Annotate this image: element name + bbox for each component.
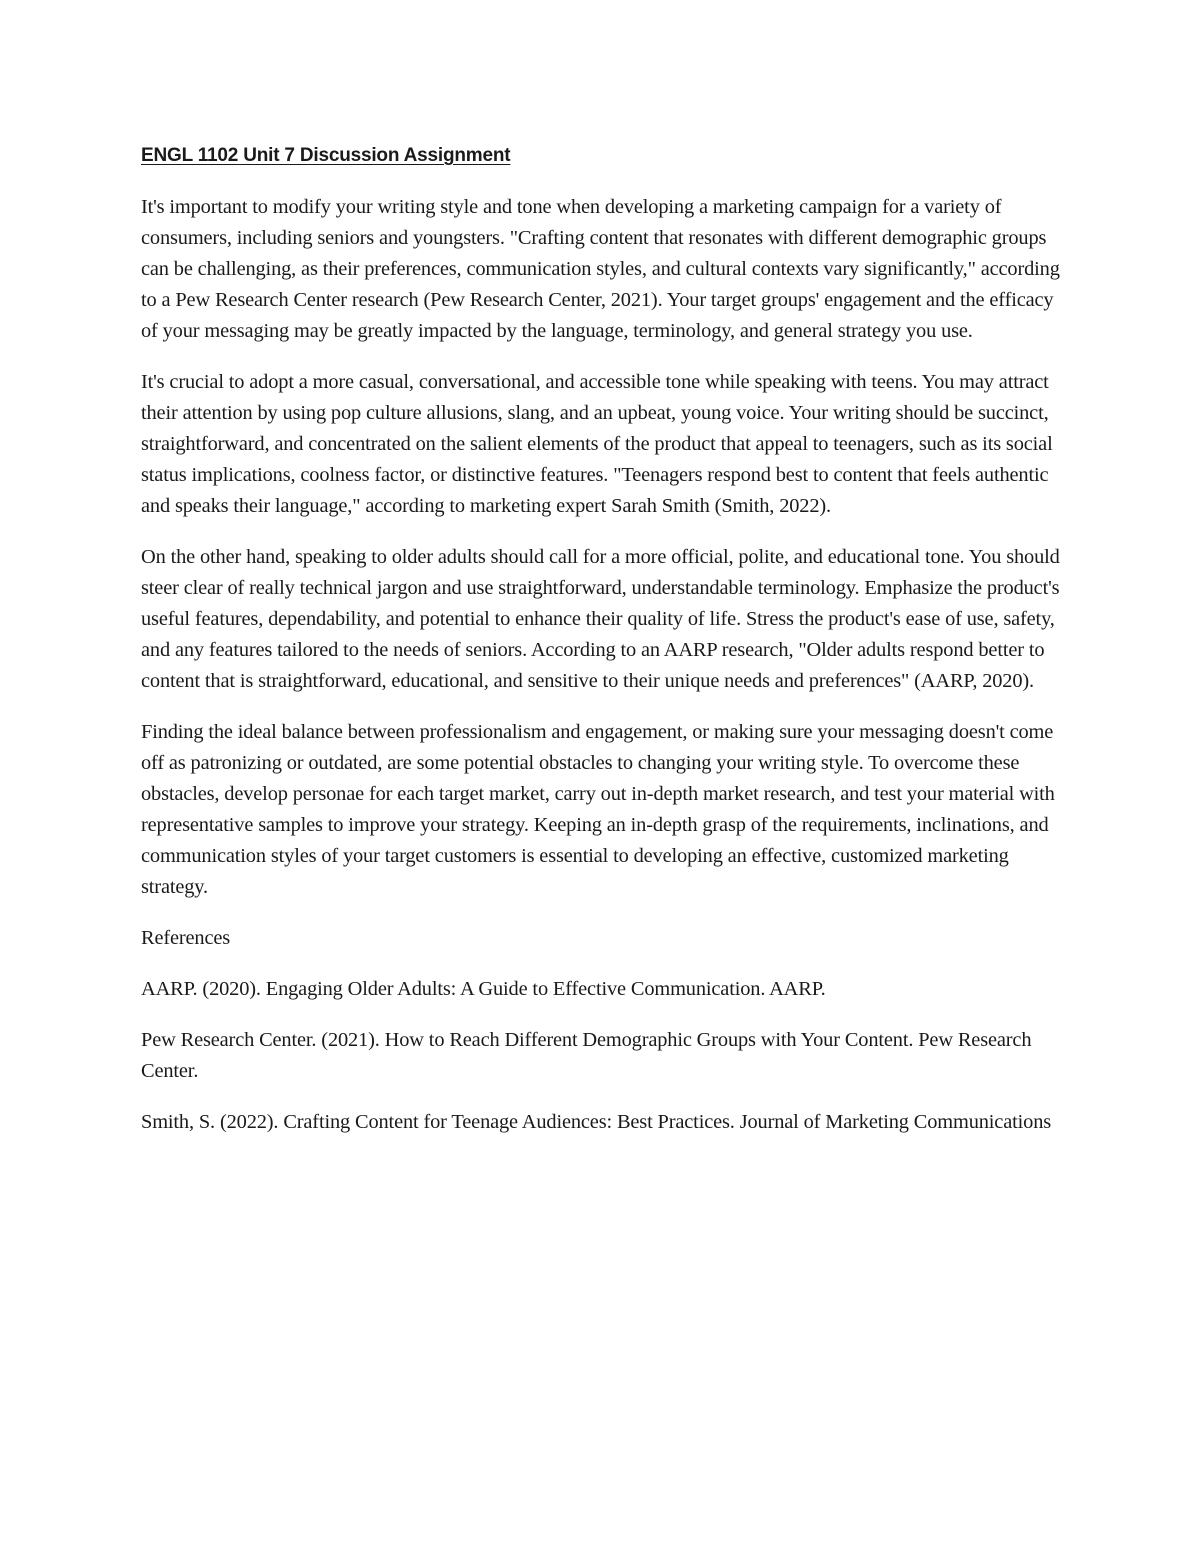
body-paragraph-1: It's important to modify your writing style and tone when developing a marketing campaign for a variety of consumers, including seniors and youngsters. "Crafting content that resonates with different demographic groups can be challenging, as their preferences, communication styles, and cultural contexts vary significantly," according to a Pew Research Center research (Pew Research Center, 2021). Your target groups' engagement and the efficacy of your messaging may be greatly impacted by the language, terminology, and general strategy you use.	[141, 196, 1060, 342]
body-paragraph-3: On the other hand, speaking to older adults should call for a more official, polite, and educational tone. You should steer clear of really technical jargon and use straightforward, understandable terminology. Emphasize the product's useful features, dependability, and potential to enhance their quality of life. Stress the product's ease of use, safety, and any features tailored to the needs of seniors. According to an AARP research, "Older adults respond better to content that is straightforward, educational, and sensitive to their unique needs and preferences" (AARP, 2020).	[141, 546, 1060, 692]
document-body	[141, 140, 1066, 1158]
reference-entry-aarp: AARP. (2020). Engaging Older Adults: A Guide to Effective Communication. AARP.	[141, 978, 826, 1000]
reference-entry-smith: Smith, S. (2022). Crafting Content for Teenage Audiences: Best Practices. Journal of Marketing Communications	[141, 1111, 1052, 1133]
body-paragraph-4: Finding the ideal balance between professionalism and engagement, or making sure your messaging doesn't come off as patronizing or outdated, are some potential obstacles to changing your writing style. To overcome these obstacles, develop personae for each target market, carry out in-depth market research, and test your material with representative samples to improve your strategy. Keeping an in-depth grasp of the requirements, inclinations, and communication styles of your target customers is essential to developing an effective, customized marketing strategy.	[141, 721, 1055, 898]
reference-entry-pew: Pew Research Center. (2021). How to Reach Different Demographic Groups with Your Content. Pew Research Center.	[141, 1029, 1032, 1082]
document-title: ENGL 1102 Unit 7 Discussion Assignment	[141, 145, 511, 166]
references-heading: References	[141, 927, 231, 949]
body-paragraph-2: It's crucial to adopt a more casual, conversational, and accessible tone while speaking with teens. You may attract their attention by using pop culture allusions, slang, and an upbeat, young voice. Your writing should be succinct, straightforward, and concentrated on the salient elements of the product that appeal to teenagers, such as its social status implications, coolness factor, or distinctive features. "Teenagers respond best to content that feels authentic and speaks their language," according to marketing expert Sarah Smith (Smith, 2022).	[141, 371, 1053, 517]
